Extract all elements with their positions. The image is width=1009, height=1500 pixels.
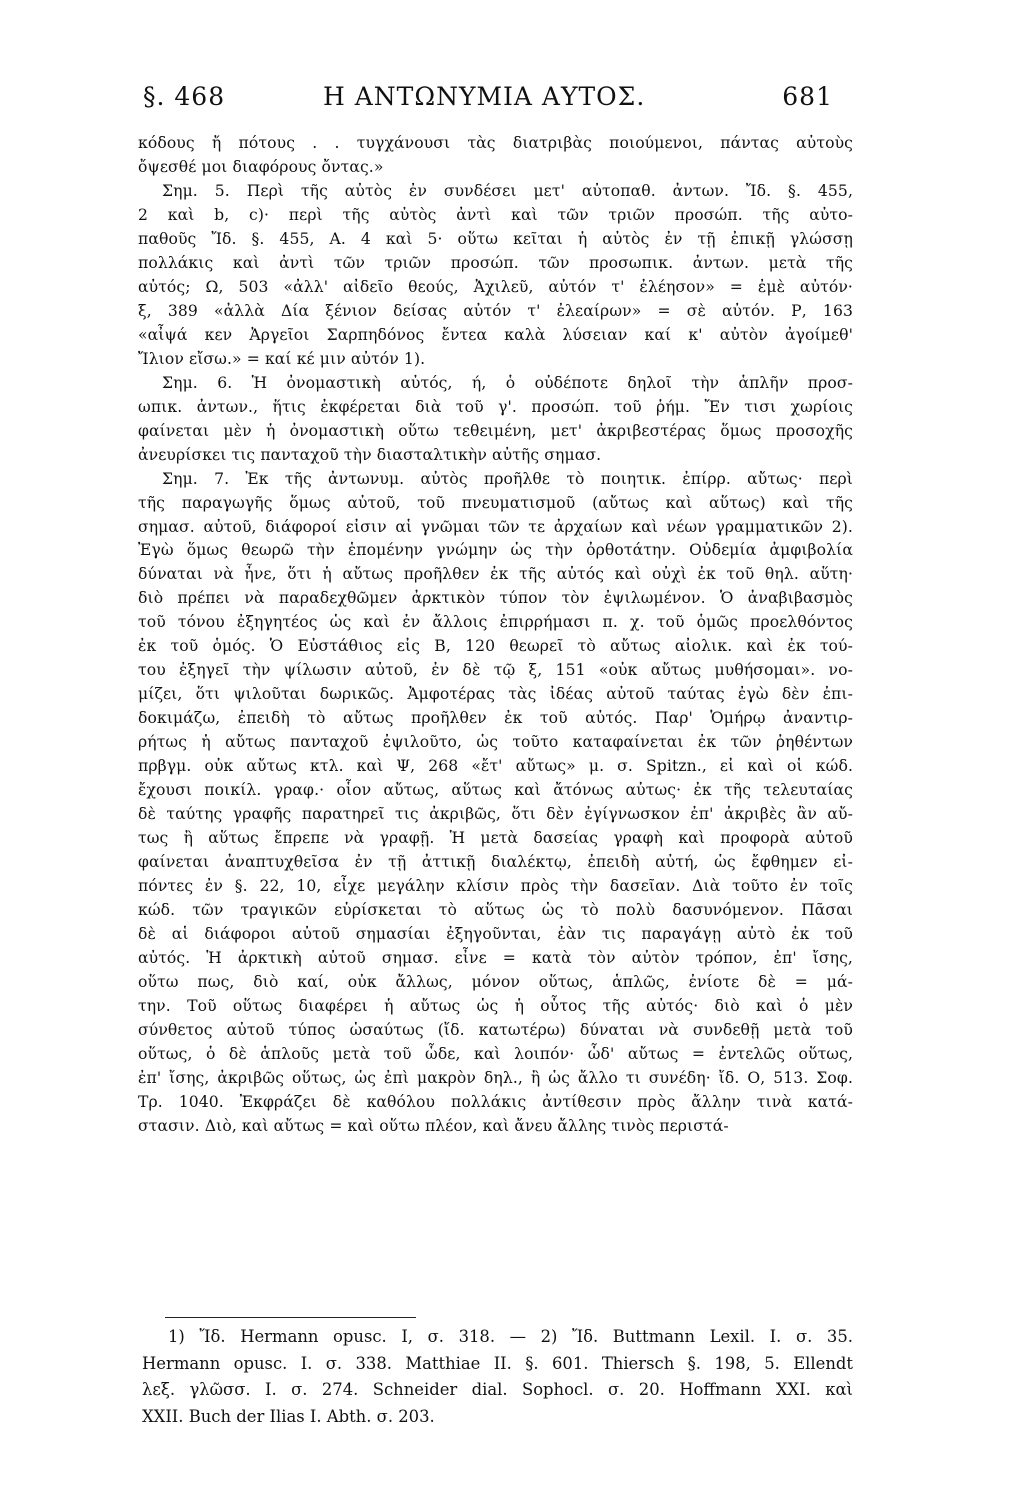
page-number: 681 — [782, 82, 833, 111]
text-line: στασιν. Διὸ, καὶ αὔτως = καὶ οὕτω πλέον, καὶ ἄνευ ἄλλης τινὸς περιστά- — [138, 1116, 729, 1135]
text-line: δὲ αἱ διάφοροι αὐτοῦ σημασίαι ἐξηγοῦνται, ἐὰν τις παραγάγῃ αὐτὸ ἐκ τοῦ — [138, 924, 853, 943]
text-line: του ἐξηγεῖ τὴν ψίλωσιν αὐτοῦ, ἐν δὲ τῷ ξ, 151 «οὐκ αὔτως μυθήσομαι». νο- — [138, 661, 853, 680]
text-line: Ἐγὼ ὅμως θεωρῶ τὴν ἑπομένην γνώμην ὡς τὴν ὀρθοτάτην. Οὐδεμία ἀμφιβολία — [138, 541, 853, 560]
text-line: 2 καὶ b, c)· περὶ τῆς αὐτὸς ἀντὶ καὶ τῶν τριῶν προσώπ. τῆς αὐτο- — [138, 205, 853, 224]
text-line: δοκιμάζω, ἐπειδὴ τὸ αὔτως προῆλθεν ἐκ τοῦ αὐτός. Παρ' Ὁμήρῳ ἀναντιρ- — [138, 709, 853, 728]
text-line: σύνθετος αὐτοῦ τύπος ὡσαύτως (ἴδ. κατωτέρω) δύναται νὰ συνδεθῇ μετὰ τοῦ — [138, 1020, 853, 1039]
text-line: Σημ. 7. Ἐκ τῆς ἀντωνυμ. αὐτὸς προῆλθε τὸ ποιητικ. ἐπίρρ. αὔτως· περὶ — [162, 469, 853, 488]
text-line: πόντες ἐν §. 22, 10, εἶχε μεγάλην κλίσιν πρὸς τὴν δασεῖαν. Διὰ τοῦτο ἐν τοῖς — [138, 877, 853, 896]
text-line: «αἶψά κεν Ἀργεῖοι Σαρπηδόνος ἔντεα καλὰ λύσειαν καί κ' αὐτὸν ἀγοίμεθ' — [138, 325, 853, 344]
text-line: ἀνευρίσκει τις πανταχοῦ τὴν διασταλτικὴν αὐτῆς σημασ. — [138, 445, 602, 464]
text-line: τῆς παραγωγῆς ὅμως αὐτοῦ, τοῦ πνευματισμοῦ (αὔτως καὶ αὕτως) καὶ τῆς — [138, 493, 853, 512]
text-line: αὐτός; Ω, 503 «ἀλλ' αἰδεῖο θεούς, Ἀχιλεῦ, αὐτόν τ' ἐλέησον» = ἐμὲ αὐτόν· — [138, 277, 853, 296]
text-line: Σημ. 6. Ἡ ὀνομαστικὴ αὐτός, ή, ὁ οὐδέποτε δηλοῖ τὴν ἁπλῆν προσ- — [162, 373, 853, 392]
section-number: §. 468 — [143, 82, 226, 111]
text-line: Ἴλιον εἴσω.» = καί κέ μιν αὐτόν 1). — [138, 349, 426, 368]
text-line: πολλάκις καὶ ἀντὶ τῶν τριῶν προσώπ. τῶν προσωπικ. ἀντων. μετὰ τῆς — [138, 253, 853, 272]
text-line: την. Τοῦ οὕτως διαφέρει ἡ αὔτως ὡς ἡ οὗτος τῆς αὐτός· διὸ καὶ ὁ μὲν — [138, 996, 853, 1015]
text-line: ἔχουσι ποικίλ. γραφ.· οἷον αὔτως, αὕτως καὶ ἄτόνως αὐτως· ἐκ τῆς τελευταίας — [138, 781, 853, 800]
main-text — [138, 132, 853, 1139]
text-line: οὕτω πως, διὸ καί, οὐκ ἄλλως, μόνον οὕτως, ἁπλῶς, ἐνίοτε δὲ = μά- — [138, 972, 853, 991]
footnote-line: Hermann opusc. I. σ. 338. Matthiae II. §. 601. Thiersch §. 198, 5. Ellendt — [142, 1353, 853, 1373]
text-line: διὸ πρέπει νὰ παραδεχθῶμεν ἀρκτικὸν τύπον τὸν ἐψιλωμένον. Ὁ ἀναβιβασμὸς — [138, 589, 853, 608]
text-line: δύναται νὰ ἦνε, ὅτι ἡ αὔτως προῆλθεν ἐκ τῆς αὐτός καὶ οὐχὶ ἐκ τοῦ θηλ. αὕτη· — [138, 565, 853, 584]
text-line: ἐκ τοῦ ὁμός. Ὁ Εὐστάθιος εἰς Β, 120 θεωρεῖ τὸ αὔτως αἰολικ. καὶ ἐκ τού- — [138, 637, 853, 656]
text-line: οὕτως, ὁ δὲ ἁπλοῦς μετὰ τοῦ ὧδε, καὶ λοιπόν· ὧδ' αὔτως = ἐντελῶς οὕτως, — [138, 1044, 853, 1063]
text-line: μίζει, ὅτι ψιλοῦται δωρικῶς. Ἀμφοτέρας τὰς ἰδέας αὐτοῦ ταύτας ἐγὼ δὲν ἐπι- — [138, 685, 853, 704]
text-line: ἐπ' ἴσης, ἀκριβῶς οὕτως, ὡς ἐπὶ μακρὸν δηλ., ἢ ὡς ἄλλο τι συνέδη· ἴδ. Ο, 513. Σοφ. — [138, 1068, 853, 1087]
text-line: κώδ. τῶν τραγικῶν εὑρίσκεται τὸ αὕτως ὡς τὸ πολὺ δασυνόμενον. Πᾶσαι — [138, 901, 853, 919]
text-line: δὲ ταύτης γραφῆς παρατηρεῖ τις ἀκριβῶς, ὅτι δὲν ἐγίγνωσκον ἐπ' ἀκριβὲς ἂν αὔ- — [138, 805, 853, 824]
footnote-line: λεξ. γλῶσσ. I. σ. 274. Schneider dial. Sophocl. σ. 20. Hoffmann XXI. καὶ — [142, 1380, 853, 1399]
text-line: παθοῦς Ἴδ. §. 455, Α. 4 καὶ 5· οὕτω κεῖται ἡ αὐτὸς ἐν τῇ ἐπικῇ γλώσσῃ — [138, 229, 853, 248]
text-line: φαίνεται ἀναπτυχθεῖσα ἐν τῇ ἀττικῇ διαλέκτῳ, ἐπειδὴ αὐτή, ὡς ἔφθημεν εἰ- — [138, 853, 853, 872]
text-line: τως ἢ αὕτως ἔπρεπε νὰ γραφῇ. Ἡ μετὰ δασείας γραφὴ καὶ προφορὰ αὐτοῦ — [138, 829, 853, 848]
text-line: ξ, 389 «ἀλλὰ Δία ξένιον δείσας αὐτόν τ' ἐλεαίρων» = σὲ αὐτόν. Ρ, 163 — [138, 301, 853, 320]
text-line: Τρ. 1040. Ἐκφράζει δὲ καθόλου πολλάκις ἀντίθεσιν πρὸς ἄλλην τινὰ κατά- — [138, 1092, 853, 1111]
text-line: κόδους ἤ πότους . . τυγχάνουσι τὰς διατριβὰς ποιούμενοι, πάντας αὐτοὺς — [138, 134, 853, 152]
footnote-line: 1) Ἴδ. Hermann opusc. I, σ. 318. — 2) Ἴδ. Buttmann Lexil. I. σ. 35. — [168, 1327, 853, 1346]
text-line: φαίνεται μὲν ἡ ὀνομαστικὴ οὕτω τεθειμένη, μετ' ἀκριβεστέρας ὅμως προσοχῆς — [138, 421, 853, 440]
footnote-divider — [165, 1317, 416, 1318]
running-title: Η ΑΝΤΩΝΥΜΙΑ ΑΥΤΟΣ. — [323, 82, 646, 111]
footnotes — [142, 1324, 853, 1430]
text-line: Σημ. 5. Περὶ τῆς αὐτὸς ἐν συνδέσει μετ' αὐτοπαθ. ἀντων. Ἴδ. §. 455, — [162, 181, 853, 200]
running-header — [143, 82, 833, 122]
footnote-line: XXII. Buch der Ilias I. Abth. σ. 203. — [142, 1406, 435, 1426]
text-line: πρβγμ. οὐκ αὔτως κτλ. καὶ Ψ, 268 «ἔτ' αὔτως» μ. σ. Spitzn., εἰ καὶ οἱ κώδ. — [138, 757, 853, 776]
text-line: ωπικ. ἀντων., ἥτις ἐκφέρεται διὰ τοῦ γ'. προσώπ. τοῦ ῥήμ. Ἔν τισι χωρίοις — [138, 397, 853, 416]
text-line: ὄψεσθέ μοι διαφόρους ὄντας.» — [138, 157, 384, 176]
text-line: ρήτως ἡ αὔτως πανταχοῦ ἐψιλοῦτο, ὡς τοῦτο καταφαίνεται ἐκ τῶν ῥηθέντων — [138, 733, 853, 752]
text-line: αὐτός. Ἡ ἀρκτικὴ αὐτοῦ σημασ. εἶνε = κατὰ τὸν αὐτὸν τρόπον, ἐπ' ἴσης, — [138, 948, 853, 967]
text-line: τοῦ τόνου ἐξηγητέος ὡς καὶ ἐν ἄλλοις ἐπιρρήμασι π. χ. τοῦ ὁμῶς προελθόντος — [138, 613, 853, 632]
text-line: σημασ. αὐτοῦ, διάφοροί εἰσιν αἱ γνῶμαι τῶν τε ἀρχαίων καὶ νέων γραμματικῶν 2). — [138, 517, 853, 536]
